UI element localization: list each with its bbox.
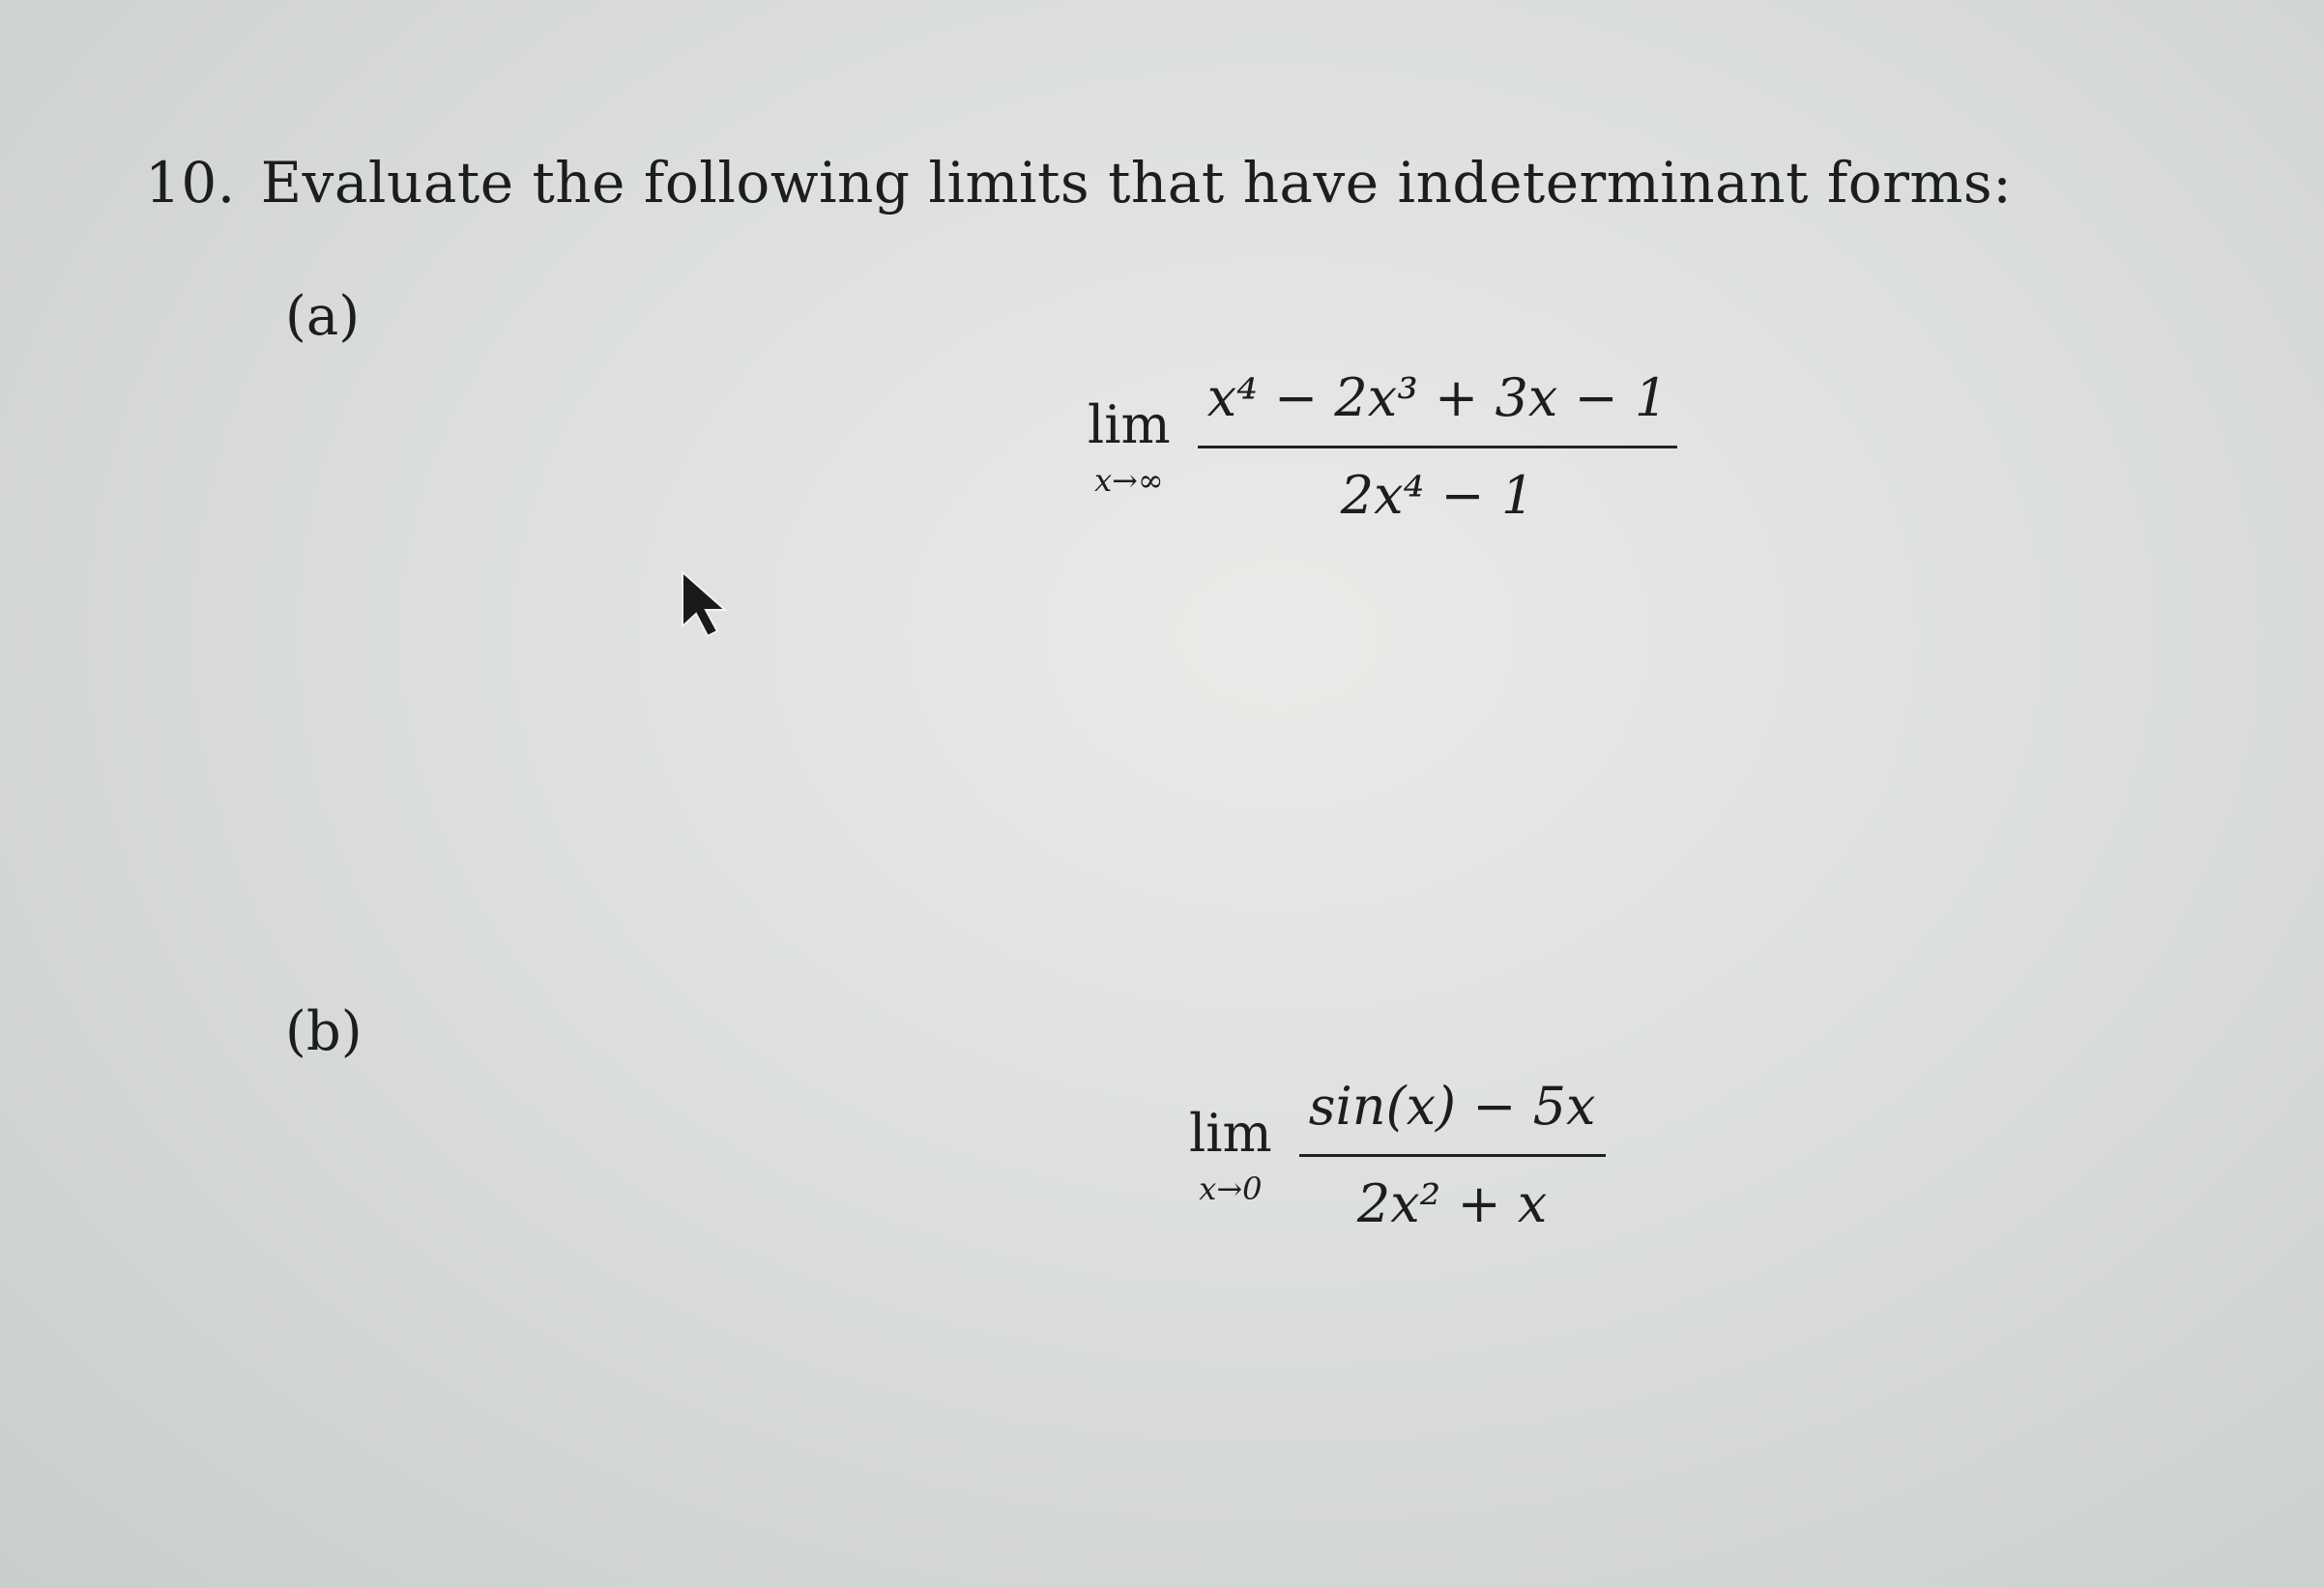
numerator-a: x⁴ − 2x³ + 3x − 1 xyxy=(1206,367,1669,428)
fraction-bar-a xyxy=(1198,446,1677,448)
limit-operator-b xyxy=(1189,1102,1272,1207)
part-b-label: (b) xyxy=(285,1000,363,1063)
denominator-a: 2x⁴ − 1 xyxy=(1340,465,1535,526)
limit-expression-a xyxy=(1088,367,1677,526)
lim-word: lim xyxy=(1189,1102,1272,1164)
question-number: 10. xyxy=(145,150,236,216)
limit-expression-b xyxy=(1189,1076,1606,1234)
fraction-bar-b xyxy=(1299,1154,1606,1157)
part-a-label: (a) xyxy=(285,285,361,348)
question-text: Evaluate the following limits that have indeterminant forms: xyxy=(260,150,2013,216)
fraction-b xyxy=(1299,1076,1606,1234)
numerator-b: sin(x) − 5x xyxy=(1308,1076,1596,1137)
lim-subscript: x→0 xyxy=(1199,1169,1263,1207)
question-heading xyxy=(145,150,2012,216)
limit-operator-a xyxy=(1088,393,1171,499)
mouse-pointer-icon xyxy=(679,570,733,638)
fraction-a xyxy=(1198,367,1677,526)
lim-word: lim xyxy=(1088,393,1171,455)
denominator-b: 2x² + x xyxy=(1356,1173,1548,1234)
lim-subscript: x→∞ xyxy=(1094,461,1164,499)
